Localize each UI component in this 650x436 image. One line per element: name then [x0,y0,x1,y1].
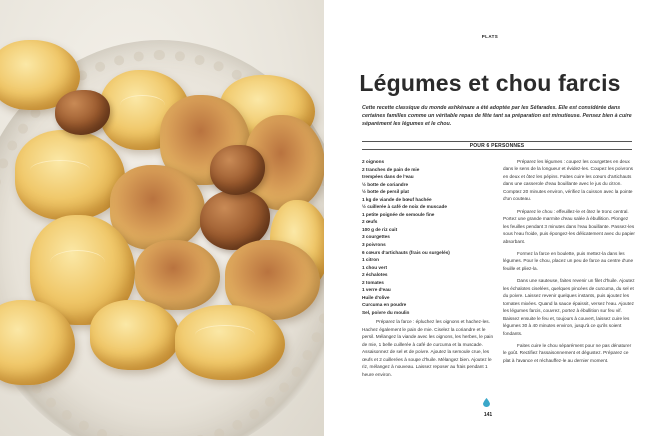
cabbage-roll [90,300,180,370]
ingredient-item: 100 g de riz cuit [362,226,398,232]
ingredient-item: trempées dans de l'eau [362,174,414,180]
ingredient-item: 1 citron [362,257,379,263]
ingredient-item: 2 œufs [362,219,378,225]
method-step-sauce: Dans une sauteuse, faites revenir un filet d'huile. Ajoutez les échalotes ciselées, quelques pincées de curcuma, du sel et du poivre. Laissez revenir quelques instants, puis ajoutez les tomates mixées. Quand la sauce épaissit, versez l'eau. Ajoutez les légumes farcis, couvrez, portez à ébullition sur feu vif. Baissez ensuite le feu et, toujours à couvert, laissez cuire les légumes 30 à 40 minutes environ, jusqu'à ce qu'ils soient fondants. [503,278,635,336]
ingredient-item: 1 chou vert [362,264,388,270]
ingredient-item: ½ cuillerée à café de noix de muscade [362,204,447,210]
recipe-title: Légumes et chou farcis [359,70,621,96]
ingredient-item: Curcuma en poudre [362,302,407,308]
ingredient-list [362,158,497,316]
ingredient-item: 1 kg de viande de bœuf hachée [362,196,432,202]
ingredient-item: ½ botte de persil plat [362,189,409,195]
leaf-vein [120,95,165,115]
page-number: 141 [483,412,493,418]
leaf-vein [195,325,255,345]
recipe-intro: Cette recette classique du monde ashkénaze a été adoptée par les Séfarades. Elle est considérée dans certaines familles comme un véritable repas de fête tant sa préparation est minutieuse. Pensez bien à cuire séparément les légumes et le chou. [362,105,632,128]
stuffed-vegetable [110,165,205,250]
method-step-farce: Préparez la farce : épluchez les oignons et hachez-les. Hachez également le pain de mie. Ciselez la coriandre et le persil. Mélangez la viande avec les oignons, les herbes, le pain de mie, 1 belle cuillerée à café de curcuma et la muscade. Assaisonnez de sel et de poivre. Ajoutez la semoule crue, les œufs et 2 cuillerées à soupe d'huile. Mélangez bien. Ajoutez le riz, mélangez à nouveau. Laissez reposer au frais pendant 1 heure environ. [362,319,494,377]
ingredient-item: 2 échalotes [362,272,388,278]
method-step-legumes: Préparez les légumes : coupez les courgettes en deux dans le sens de la longueur et évidez-les. Coupez les poivrons en deux et ôtez les pépins. Faites cuire les cœurs d'artichauts dans une casserole d'eau bouillante avec le jus du citron. Comptez 20 minutes environ, vérifiez la cuisson avec la pointe d'un couteau. [503,159,634,202]
method-step-farcir: Formez la farce en boulette, puis mettez-la dans les légumes. Pour le chou, placez un peu de farce au centre d'une feuille et pliez-la. [503,250,634,271]
servings-banner: POUR 6 PERSONNES [362,141,632,150]
stuffed-vegetable [135,240,220,310]
food-photo [0,0,324,436]
ingredient-item: Sel, poivre du moulin [362,309,410,315]
recipe-page [330,0,650,436]
method-step-cuisson-chou: Faites cuire le chou séparément pour ne pas dénaturer le goût. Rectifiez l'assaisonnement et dégustez. Préparez ce plat à l'avance et réchauffez-le au dernier moment. [503,342,632,363]
ingredient-item: 6 cœurs d'artichauts (frais ou surgelés) [362,249,450,255]
method-column [503,158,635,369]
ingredient-item: 1 petite poignée de semoule fine [362,211,435,217]
ingredient-item: 2 tomates [362,279,384,285]
water-drop-icon [483,398,490,407]
ingredient-item: Huile d'olive [362,294,390,300]
ingredient-item: ½ botte de coriandre [362,181,409,187]
method-step-chou: Préparez le chou : effeuillez-le et ôtez le tronc central. Portez une grande marmite d'eau salée à ébullition. Plongez les feuilles pendant 3 minutes dans l'eau bouillante. Passez-les sous l'eau froide, puis épongez-les délicatement avec du papier absorbant. [503,208,635,244]
ingredient-item: 2 oignons [362,159,385,164]
ingredient-item: 3 poivrons [362,242,386,248]
leaf-vein [30,160,90,180]
ingredient-item: 2 tranches de pain de mie [362,166,420,172]
section-label: PLATS [481,34,499,39]
ingredient-item: 1 verre d'eau [362,287,391,293]
ingredient-item: 3 courgettes [362,234,390,240]
leaf-vein [50,250,105,275]
